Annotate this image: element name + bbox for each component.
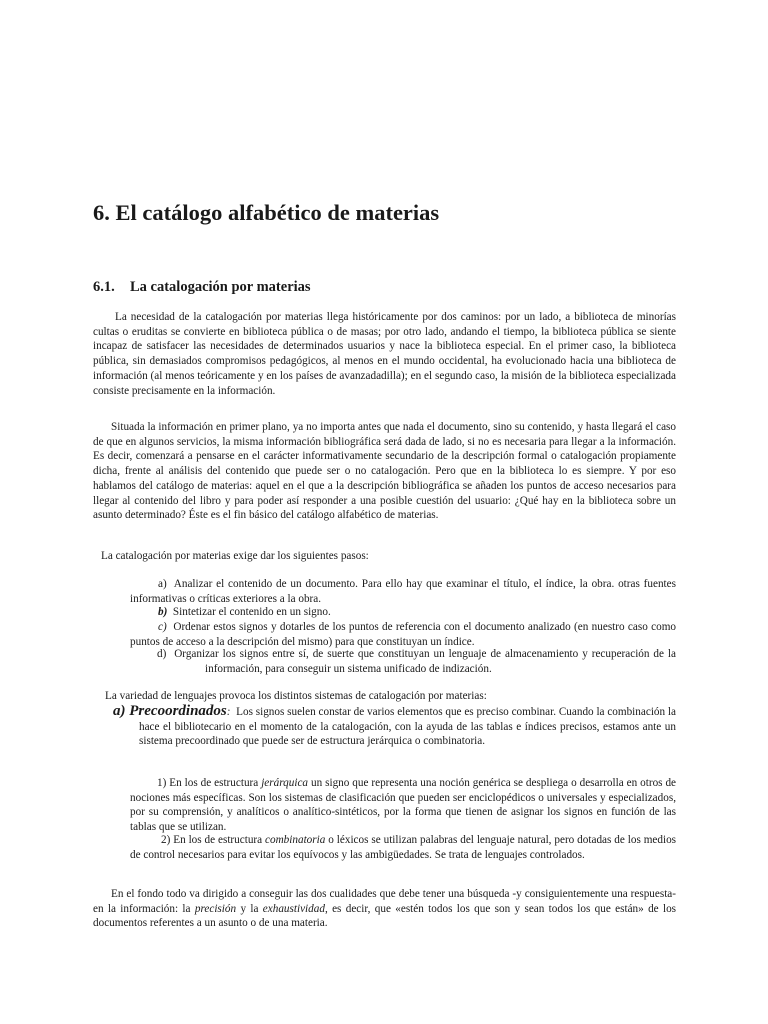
step-label: c): [158, 621, 167, 633]
steps-intro: La catalogación por materias exige dar los siguientes pasos:: [101, 550, 369, 562]
final-paragraph: En el fondo todo va dirigido a conseguir las dos cualidades que debe tener una búsqueda -y consiguientemente una respuesta- en la información: la precisión y la exhaustividad, es decir, que «estén todos los que son y sean todos los que están» de los documentos referentes a un asunto o de una materia.: [93, 888, 677, 930]
section-heading: [93, 279, 311, 296]
combinatoria-item: 2) En los de estructura combinatoria o léxicos se utilizan palabras del lenguaje natural, pero dotadas de los medios de control necesarios para evitar los equívocos y las ambigüedades. Se trata de lenguajes controlados.: [130, 834, 677, 861]
term-exhaustividad: exhaustividad: [262, 902, 325, 915]
step-d: d) Organizar los signos entre sí, de suerte que constituyan un lenguaje de almacenamiento y recuperación de la información, para conseguir un sistema unificado de indización.: [157, 648, 677, 675]
paragraph-situada: Situada la información en primer plano, ya no importa antes que nada el documento, sino su contenido, y hasta llegará el caso de que en algunos servicios, la misma información bibliográfica será dada de lado, si no es necesaria para llegar a la información. Es decir, comenzará a pensarse en el carácter informativamente secundario de la descripción formal o catalogación propiamente dicha, frente al análisis del contenido que puede ser o no catalogación. Pero que en la biblioteca lo es siempre. Y por eso hablamos del catálogo de materias: aquel en el que a la descripción bibliográfica se añaden los puntos de acceso necesarios para llegar al contenido del libro y para poder así responder a una posible cuestión del usuario: ¿Qué hay en la biblioteca sobre un asunto determinado? Éste es el fin básico del catálogo alfabético de materias.: [93, 421, 676, 522]
term-jerarquica: jerárquica: [261, 777, 309, 789]
term-combinatoria: combinatoria: [265, 834, 326, 846]
section-title: La catalogación por materias: [130, 279, 311, 295]
step-c: c) Ordenar estos signos y dotarles de los puntos de referencia con el documento analizado (en nuestro caso como puntos de acceso a la descripción del mismo) para que constituyan un índice.: [130, 621, 676, 648]
step-b: b) Sintetizar el contenido en un signo.: [158, 606, 331, 618]
step-label: a): [158, 578, 167, 590]
variety-intro: La variedad de lenguajes provoca los distintos sistemas de catalogación por materias:: [105, 690, 487, 702]
jerarquica-item: 1) En los de estructura jerárquica un signo que representa una noción genérica se despliega o desarrolla en otros de nociones más específicas. Son los sistemas de clasificación que pueden ser enciclopédicos o universales y especializados, por su comprensión, y analíticos o analítico-sintéticos, por la forma que tienen de asignar los signos en función de las tablas que se utilizan.: [130, 777, 677, 834]
step-label: d): [157, 648, 167, 660]
precoordinados-item: a) Precoordinados: Los signos suelen constar de varios elementos que es preciso combinar. Cuando la combinación la hace el bibliotecario en el momento de la catalogación, con la ayuda de las tablas e índices precisos, estamos ante un sistema precoordinado que puede ser de estructura jerárquica o combinatoria.: [113, 703, 677, 748]
step-a: a) Analizar el contenido de un documento. Para ello hay que examinar el título, el índice, la obra. otras fuentes informativas o críticas exteriores a la obra.: [130, 578, 676, 605]
term-precision: precisión: [194, 902, 237, 915]
step-label: b): [158, 606, 168, 618]
section-number: 6.1.: [93, 279, 115, 295]
paragraph-necesidad: La necesidad de la catalogación por materias llega históricamente por dos caminos: por un lado, a biblioteca de minorías cultas o eruditas se convierte en biblioteca pública o de masas; por otro lado, andando el tiempo, la biblioteca pública se siente incapaz de satisfacer las necesidades de determinados usuarios y nace la biblioteca especial. En el primer caso, la biblioteca pública, sin demasiados compromisos pedagógicos, al menos en el mundo occidental, ha evolucionado hacia una biblioteca de información (al menos teóricamente y en los países de avanzadadilla); en el segundo caso, la misión de la biblioteca especializada consiste precisamente en la información.: [93, 311, 676, 397]
precoordinados-label: a) Precoordinados: [113, 703, 227, 719]
chapter-title: 6. El catálogo alfabético de materias: [93, 200, 440, 225]
